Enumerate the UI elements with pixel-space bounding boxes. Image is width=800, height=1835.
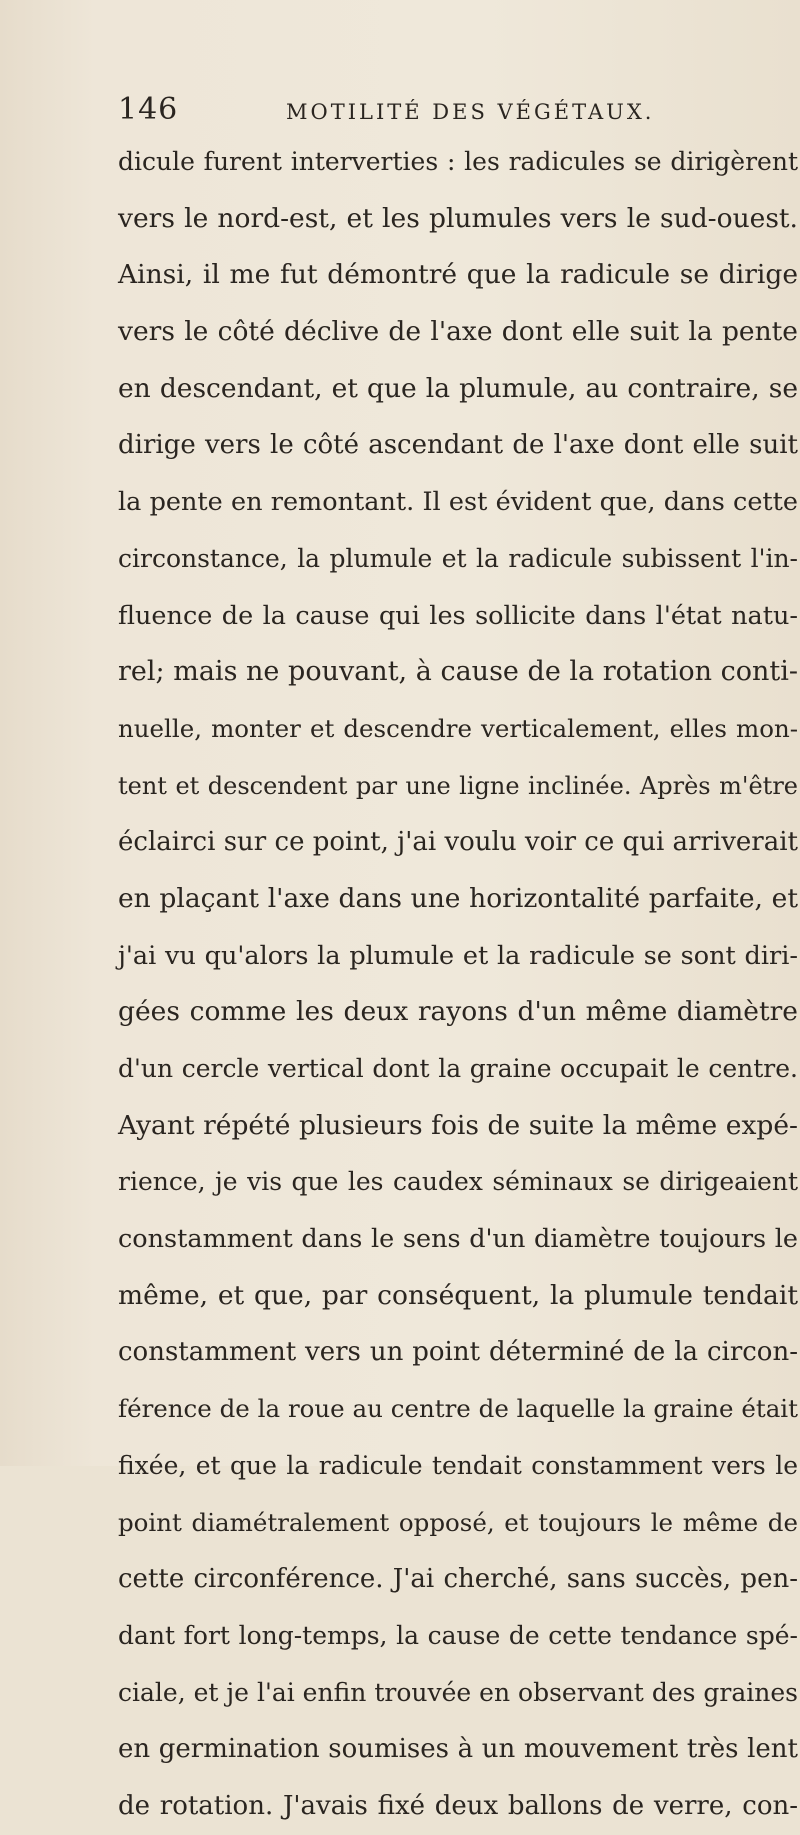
text-line: circonstance, la plumule et la radicule subissent l'in- xyxy=(118,543,798,573)
text-line: gées comme les deux rayons d'un même diamètre xyxy=(118,996,798,1028)
text-line: Ayant répété plusieurs fois de suite la même expé- xyxy=(118,1109,798,1141)
text-line: rience, je vis que les caudex séminaux se dirigeaient xyxy=(118,1167,798,1197)
text-line: en descendant, et que la plumule, au contraire, se xyxy=(118,372,798,404)
text-line: d'un cercle vertical dont la graine occupait le centre. xyxy=(118,1054,798,1083)
text-line: vers le nord-est, et les plumules vers le sud-ouest. xyxy=(118,202,798,234)
text-line: ciale, et je l'ai enfin trouvée en observant des graines xyxy=(118,1677,798,1707)
body-text xyxy=(118,134,798,1835)
text-line: fixée, et que la radicule tendait constamment vers le xyxy=(118,1450,798,1480)
text-line: nuelle, monter et descendre verticalement, elles mon- xyxy=(118,713,798,743)
text-line: de rotation. J'avais fixé deux ballons de verre, con- xyxy=(118,1790,798,1821)
text-line: point diamétralement opposé, et toujours le même de xyxy=(118,1507,798,1537)
text-line: vers le côté déclive de l'axe dont elle suit la pente xyxy=(118,316,798,348)
text-line: en germination soumises à un mouvement très lent xyxy=(118,1734,798,1765)
text-line: fluence de la cause qui les sollicite dans l'état natu- xyxy=(118,600,798,631)
text-line: constamment dans le sens d'un diamètre toujours le xyxy=(118,1224,798,1255)
text-line: cette circonférence. J'ai cherché, sans succès, pen- xyxy=(118,1564,798,1595)
running-title: MOTILITÉ DES VÉGÉTAUX. xyxy=(286,100,655,124)
text-line: constamment vers un point déterminé de la circon- xyxy=(118,1337,798,1368)
text-line: férence de la roue au centre de laquelle la graine était xyxy=(118,1394,798,1424)
text-line: tent et descendent par une ligne inclinée. Après m'être xyxy=(118,771,798,800)
page-number: 146 xyxy=(118,92,179,127)
text-line: j'ai vu qu'alors la plumule et la radicule se sont diri- xyxy=(118,940,798,971)
text-line: dirige vers le côté ascendant de l'axe dont elle suit xyxy=(118,430,798,461)
text-line: Ainsi, il me fut démontré que la radicule se dirige xyxy=(118,259,798,291)
text-line: éclairci sur ce point, j'ai voulu voir ce qui arriverait xyxy=(118,827,798,858)
page-header xyxy=(118,92,758,128)
text-line: rel; mais ne pouvant, à cause de la rotation conti- xyxy=(118,656,798,688)
text-line: en plaçant l'axe dans une horizontalité parfaite, et xyxy=(118,882,798,914)
text-line: même, et que, par conséquent, la plumule tendait xyxy=(118,1279,798,1311)
text-line: la pente en remontant. Il est évident que, dans cette xyxy=(118,487,798,518)
text-line: dicule furent interverties : les radicules se dirigèrent xyxy=(118,147,798,176)
text-line: dant fort long-temps, la cause de cette tendance spé- xyxy=(118,1620,798,1650)
